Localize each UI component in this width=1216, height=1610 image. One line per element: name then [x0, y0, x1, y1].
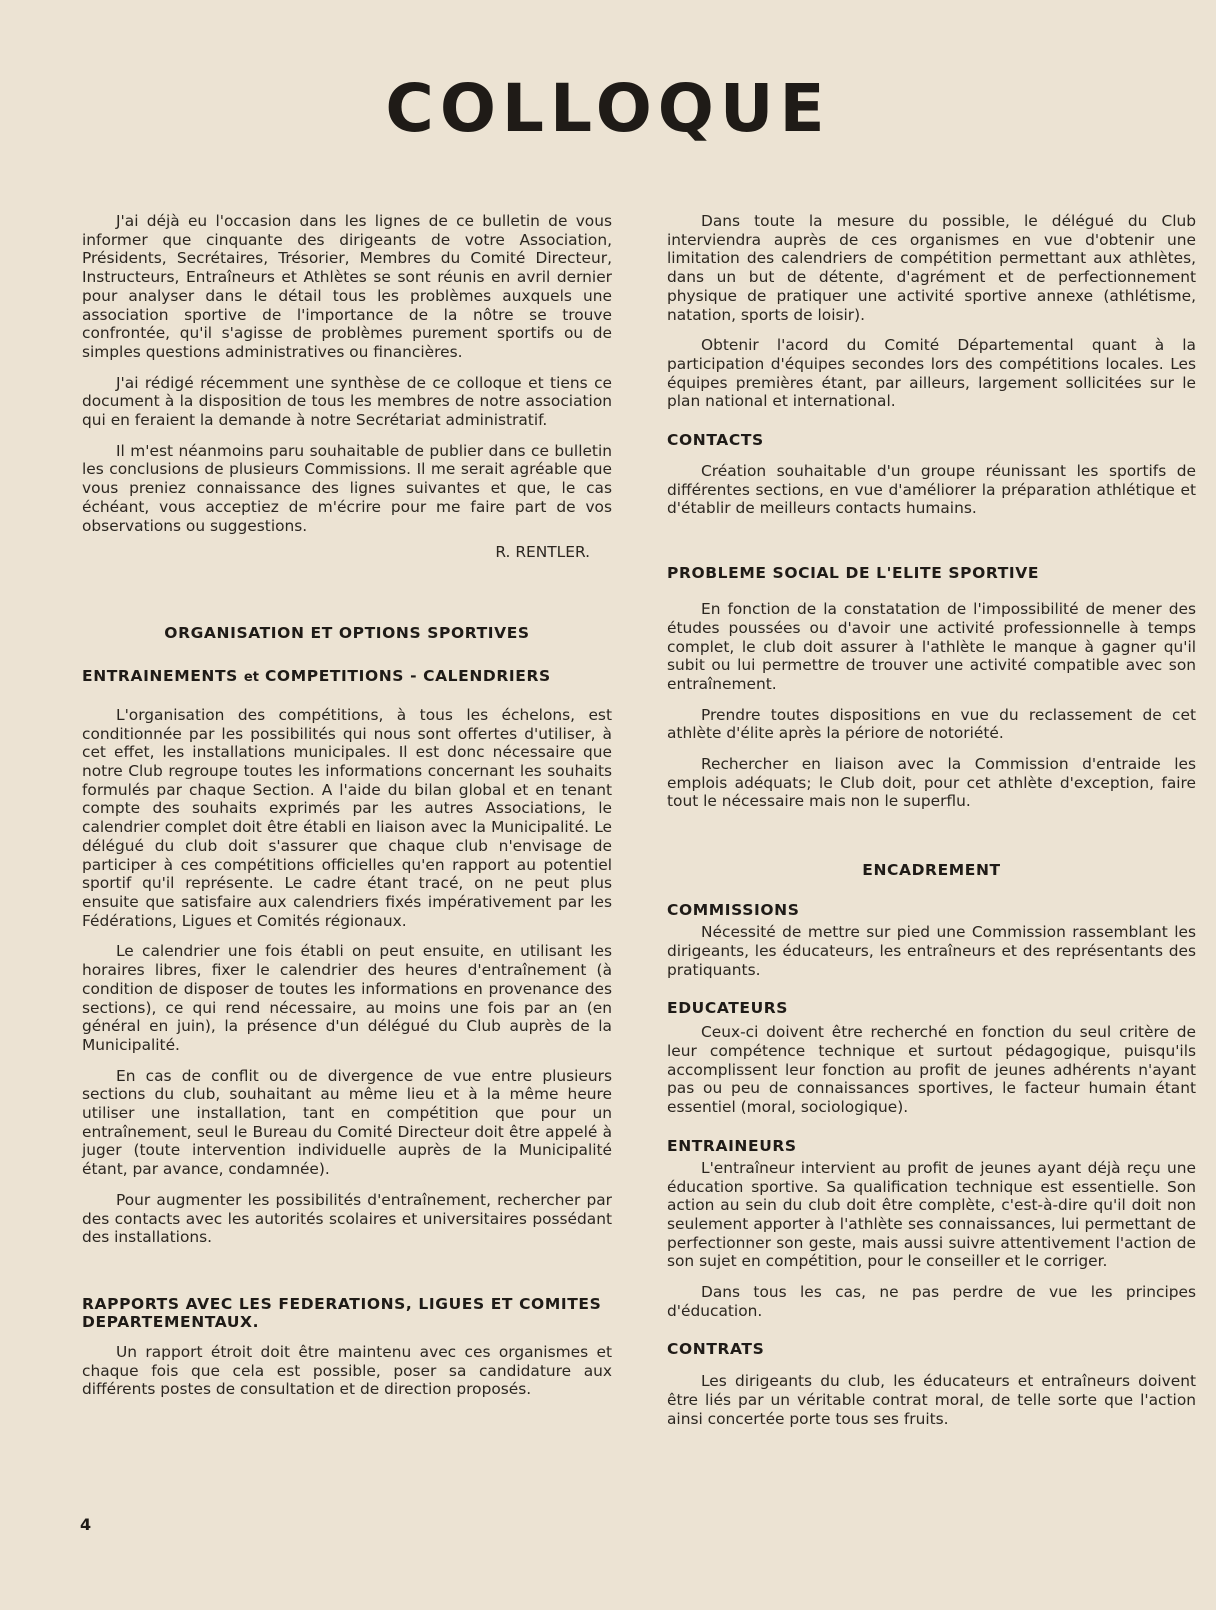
educateurs-paragraph-1: Ceux-ci doivent être recherché en fonction du seul critère de leur compétence technique et surtout pédagogique, puisqu'ils accomplissent leur fonction au profit de jeunes adhérents n'ayant pas ou peu de connaissances sportives, le facteur humain étant essentiel (moral, sociologique).: [667, 1023, 1196, 1117]
page-title: COLLOQUE: [385, 70, 831, 147]
signature: R. RENTLER.: [495, 543, 590, 562]
educateurs-heading: EDUCATEURS: [667, 999, 789, 1018]
entraineurs-paragraph-2: Dans tous les cas, ne pas perdre de vue les principes d'éducation.: [667, 1283, 1196, 1320]
social-paragraph-1: En fonction de la constatation de l'impossibilité de mener des études poussées ou d'avoir une activité professionnelle à temps complet, le club doit assurer à l'athlète le manque à gagner qu'il subit ou lui permettre de trouver une activité compatible avec son entraînement.: [667, 600, 1196, 693]
contrats-heading: CONTRATS: [667, 1340, 765, 1359]
organisation-paragraph-1: L'organisation des compétitions, à tous les échelons, est conditionnée par les possibilités qui nous sont offertes d'utiliser, à cet effet, les installations municipales. Il est donc nécessaire que notre Club regroupe toutes les informations concernant les souhaits formulés par chaque Section. A l'aide du bilan global et en tenant compte des souhaits exprimés par les autres Associations, le calendrier complet doit être établi en liaison avec la Municipalité. Le délégué du club doit s'assurer que chaque club n'envisage de participer à ces compétitions officielles qu'en rapport au potentiel sportif qu'il représente. Le cadre étant tracé, on ne peut plus ensuite que satisfaire aux calendriers fixés impérativement par les Fédérations, Ligues et Comités régionaux.: [82, 705, 612, 930]
encadrement-heading: ENCADREMENT: [862, 861, 1001, 880]
entraineurs-heading: ENTRAINEURS: [667, 1136, 797, 1155]
right-column: [667, 212, 1196, 1429]
organisation-paragraph-2: Le calendrier une fois établi on peut ensuite, en utilisant les horaires libres, fixer le calendrier des heures d'entraînement (à condition de disposer de toutes les informations en provenance des sections), ce qui rend nécessaire, au moins une fois par an (en général en juin), la présence d'un délégué du Club auprès de la Municipalité.: [82, 942, 612, 1054]
social-heading: PROBLEME SOCIAL DE L'ELITE SPORTIVE: [667, 564, 1040, 583]
sub-heading-part-b: COMPETITIONS - CALENDRIERS: [264, 666, 551, 685]
sub-heading-part-a: ENTRAINEMENTS: [82, 666, 238, 685]
sub-heading-entrainements: [82, 667, 612, 687]
commissions-heading: COMMISSIONS: [667, 901, 800, 920]
contrats-paragraph-1: Les dirigeants du club, les éducateurs et entraîneurs doivent être liés par un véritable contrat moral, de telle sorte que l'action ainsi concertée porte tous ses fruits.: [667, 1372, 1196, 1428]
section-heading-organisation: ORGANISATION ET OPTIONS SPORTIVES: [164, 623, 530, 642]
contacts-heading: CONTACTS: [667, 431, 764, 450]
social-paragraph-2: Prendre toutes dispositions en vue du reclassement de cet athlète d'élite après la périore de notoriété.: [667, 705, 1196, 743]
sub-heading-et: et: [243, 669, 259, 685]
contacts-paragraph-1: Création souhaitable d'un groupe réunissant les sportifs de différentes sections, en vue d'améliorer la préparation athlétique et d'établir de meilleurs contacts humains.: [667, 462, 1196, 518]
intro-paragraph-2: J'ai rédigé récemment une synthèse de ce colloque et tiens ce document à la disposition de tous les membres de notre association qui en feraient la demande à notre Secrétariat administratif.: [82, 373, 612, 430]
intro-paragraph-3: Il m'est néanmoins paru souhaitable de publier dans ce bulletin les conclusions de plusieurs Commissions. Il me serait agréable que vous preniez connaissance des lignes suivantes et que, le cas échéant, vous acceptiez de m'écrire pour me faire part de vos observations ou suggestions.: [82, 441, 612, 535]
organisation-paragraph-4: Pour augmenter les possibilités d'entraînement, rechercher par des contacts avec les autorités scolaires et universitaires possédant des installations.: [82, 1190, 612, 1247]
entraineurs-paragraph-1: L'entraîneur intervient au profit de jeunes ayant déjà reçu une éducation sportive. Sa qualification technique est essentielle. Son action au sein du club doit être complète, c'est-à-dire qu'il doit non seulement apporter à l'athlète ses connaissances, lui permettant de perfectionner son geste, mais aussi suivre attentivement l'action de son sujet en compétition, pour le conseiller et le corriger.: [667, 1158, 1196, 1271]
left-column: [82, 212, 612, 1399]
commissions-paragraph-1: Nécessité de mettre sur pied une Commission rassemblant les dirigeants, les éducateurs, les entraîneurs et des représentants des pratiquants.: [667, 923, 1196, 979]
page-number: 4: [80, 1515, 92, 1534]
social-paragraph-3: Rechercher en liaison avec la Commission d'entraide les emplois adéquats; le Club doit, pour cet athlète d'exception, faire tout le nécessaire mais non le superflu.: [667, 755, 1196, 811]
rapports-heading: RAPPORTS AVEC LES FEDERATIONS, LIGUES ET COMITES DEPARTEMENTAUX.: [82, 1294, 602, 1331]
organisation-paragraph-3: En cas de conflit ou de divergence de vue entre plusieurs sections du club, souhaitant au même lieu et à la même heure utiliser une installation, tant en compétition que pour un entraînement, seul le Bureau du Comité Directeur doit être appelé à juger (toute intervention individuelle auprès de la Municipalité étant, par avance, condamnée).: [82, 1066, 612, 1179]
right-paragraph-1: Dans toute la mesure du possible, le délégué du Club interviendra auprès de ces organismes en vue d'obtenir une limitation des calendriers de compétition permettant aux athlètes, dans un but de détente, d'agrément et de perfectionnement physique de pratiquer une activité sportive annexe (athlétisme, natation, sports de loisir).: [667, 212, 1196, 324]
intro-paragraph-1: J'ai déjà eu l'occasion dans les lignes de ce bulletin de vous informer que cinquante des dirigeants de votre Association, Présidents, Secrétaires, Trésorier, Membres du Comité Directeur, Instructeurs, Entraîneurs et Athlètes se sont réunis en avril dernier pour analyser dans le détail tous les problèmes auxquels une association sportive de l'importance de la nôtre se trouve confrontée, qu'il s'agisse de problèmes purement sportifs ou de simples questions administratives ou financières.: [82, 212, 612, 361]
right-paragraph-2: Obtenir l'acord du Comité Départemental quant à la participation d'équipes secondes lors des compétitions locales. Les équipes premières étant, par ailleurs, largement sollicitées sur le plan national et international.: [667, 336, 1196, 411]
rapports-paragraph-1: Un rapport étroit doit être maintenu avec ces organismes et chaque fois que cela est possible, poser sa candidature aux différents postes de consultation et de direction proposés.: [82, 1342, 612, 1399]
